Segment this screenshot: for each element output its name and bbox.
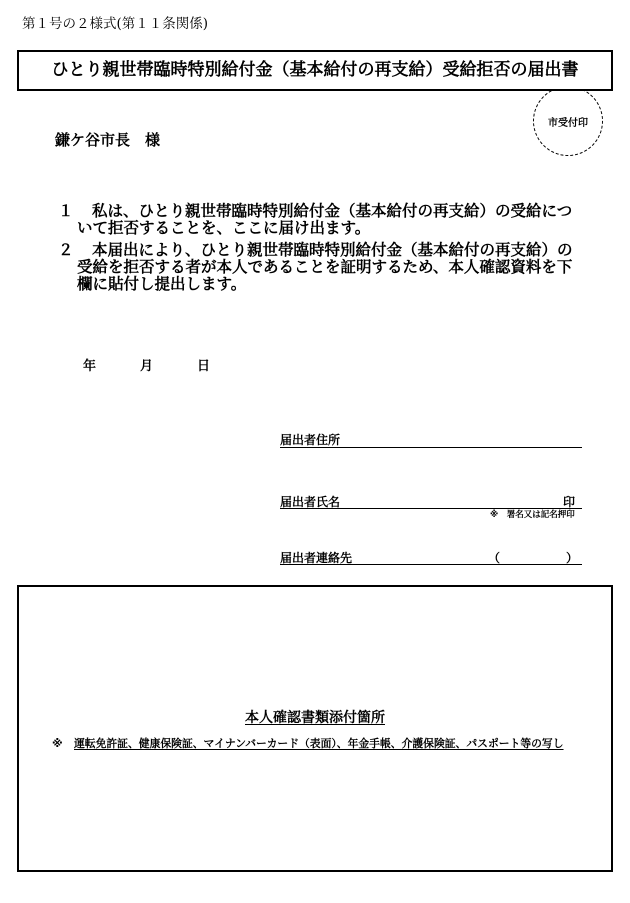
clause-1-line-2: いて拒否することを、ここに届け出ます。: [77, 219, 371, 237]
applicant-address-line: [280, 447, 582, 448]
attachment-note: 運転免許証、健康保険証、マイナンバーカード（表面）、年金手帳、介護保険証、パスポート等の写し: [74, 737, 564, 750]
title-box: [17, 50, 613, 91]
date-year-label: 年: [83, 359, 97, 374]
document-title: ひとり親世帯臨時特別給付金（基本給付の再支給）受給拒否の届出書: [51, 60, 579, 80]
date-day-label: 日: [197, 359, 211, 374]
contact-paren-open: （: [488, 551, 501, 565]
attachment-heading: [0, 710, 630, 727]
clause-1-number: １: [58, 202, 74, 220]
contact-paren-close: ）: [566, 551, 579, 565]
clause-2-line-2: 受給を拒否する者が本人であることを証明するため、本人確認資料を下: [77, 258, 573, 276]
clause-1-line-1: 私は、ひとり親世帯臨時特別給付金（基本給付の再支給）の受給につ: [92, 202, 573, 220]
applicant-contact-label: 届出者連絡先: [280, 551, 353, 565]
applicant-name-label: 届出者氏名: [280, 495, 341, 509]
reception-stamp-area: [533, 86, 603, 156]
applicant-name-line: [280, 508, 582, 509]
clause-2-line-1: 本届出により、ひとり親世帯臨時特別給付金（基本給付の再支給）の: [92, 241, 573, 259]
clause-2-line-3: 欄に貼付し提出します。: [77, 275, 247, 293]
clause-2-number: ２: [58, 241, 74, 259]
applicant-address-label: 届出者住所: [280, 433, 341, 447]
date-month-label: 月: [140, 359, 154, 374]
seal-mark: 印: [563, 495, 576, 509]
addressee: 鎌ケ谷市長 様: [55, 131, 161, 149]
attachment-note-mark: ※: [52, 737, 63, 750]
reception-stamp-label: 市受付印: [548, 117, 588, 129]
form-number: 第１号の２様式(第１１条関係): [22, 16, 209, 32]
attachment-heading-text: 本人確認書類添付箇所: [245, 710, 385, 726]
applicant-contact-line: [280, 564, 582, 565]
signature-note: ※ 署名又は記名押印: [490, 510, 575, 520]
id-document-attachment-box: [17, 585, 613, 872]
